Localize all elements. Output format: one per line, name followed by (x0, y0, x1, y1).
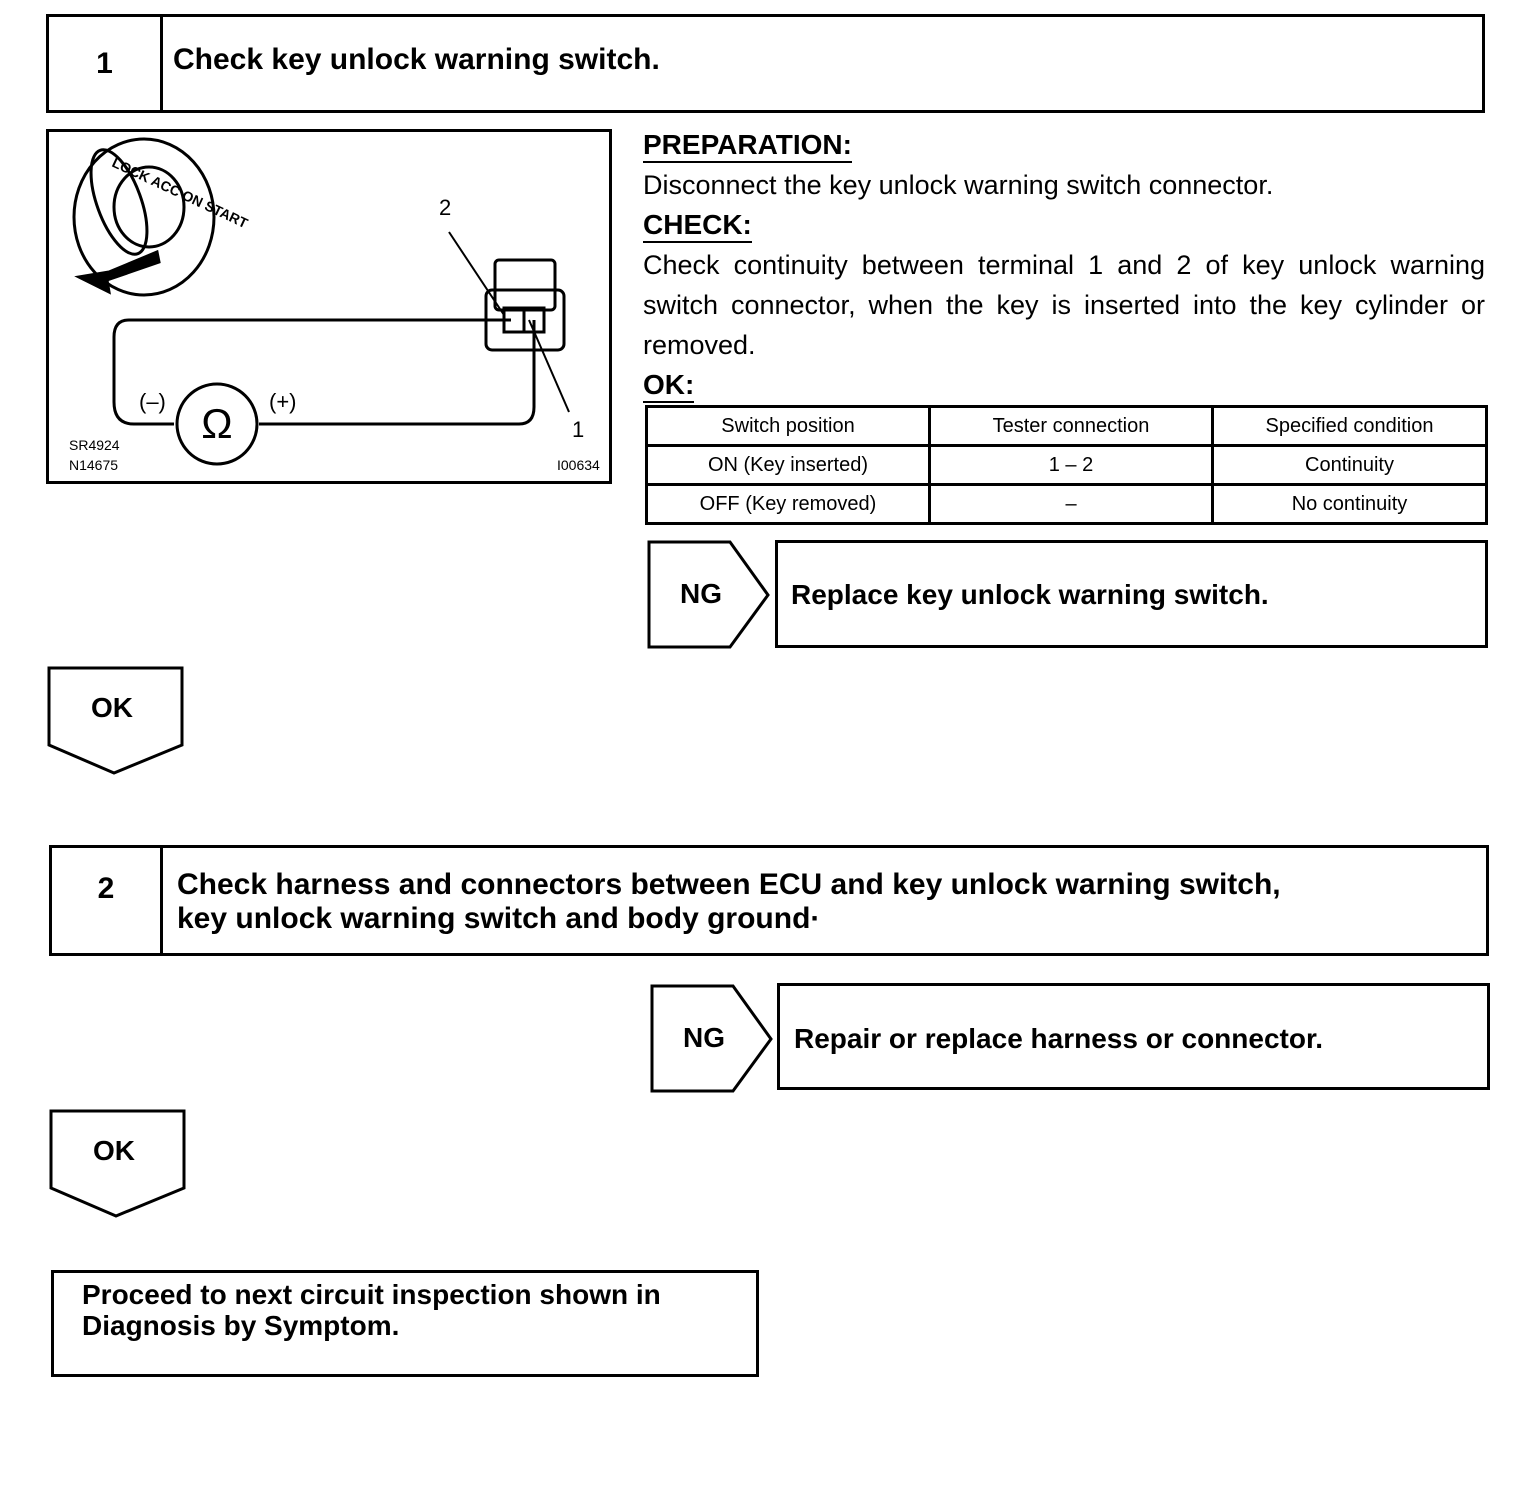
step-title-line-1: Check harness and connectors between ECU and key unlock warning switch, (177, 868, 1281, 901)
final-line-1: Proceed to next circuit inspection shown in (82, 1279, 661, 1310)
ng-action-text: Repair or replace harness or connector. (794, 1023, 1324, 1054)
step2-header (49, 845, 1489, 956)
terminal-1-label: 1 (572, 417, 585, 442)
step-number: 2 (52, 848, 163, 953)
table-header: Switch position (647, 407, 930, 446)
plus-label: (+) (269, 389, 297, 414)
terminal-2-label: 2 (439, 195, 452, 220)
table-cell: Continuity (1213, 446, 1487, 485)
spec-table (645, 405, 1488, 525)
minus-label: (–) (139, 389, 166, 414)
table-cell: OFF (Key removed) (647, 485, 930, 524)
ng-label: NG (680, 578, 722, 609)
diagram-svg (49, 132, 609, 481)
check-heading: CHECK: (643, 209, 752, 243)
figure-code-3: I00634 (557, 457, 600, 473)
check-text: Check continuity between terminal 1 and 2 of key unlock warning switch connector, when the key is inserted into the key cylinder or removed. (643, 250, 1485, 360)
table-cell: No continuity (1213, 485, 1487, 524)
ok-label: OK (93, 1135, 135, 1166)
step1-header (46, 14, 1485, 113)
table-header: Tester connection (930, 407, 1213, 446)
preparation-text: Disconnect the key unlock warning switch connector. (643, 170, 1274, 200)
ng-label: NG (683, 1022, 725, 1053)
step-number: 1 (49, 17, 163, 110)
ohm-symbol: Ω (201, 400, 233, 447)
figure-code-1: SR4924 (69, 437, 120, 453)
step-title: Check key unlock warning switch. (173, 43, 660, 76)
instructions (643, 125, 1493, 405)
figure-code-2: N14675 (69, 457, 119, 473)
ignition-key-icon (74, 139, 214, 295)
ng-action-box (775, 540, 1488, 648)
wiring-diagram (46, 129, 612, 484)
table-cell: ON (Key inserted) (647, 446, 930, 485)
ok-label: OK (91, 692, 133, 723)
table-row (647, 485, 1487, 524)
step-title-line-2: key unlock warning switch and body ground· (177, 902, 821, 935)
final-line-2: Diagnosis by Symptom. (82, 1310, 400, 1341)
table-cell: – (930, 485, 1213, 524)
table-header-row (647, 407, 1487, 446)
table-header: Specified condition (1213, 407, 1487, 446)
final-instruction-box (51, 1270, 759, 1377)
ignition-labels: LOCK ACC ON START (109, 154, 251, 232)
ok-heading: OK: (643, 369, 694, 403)
ng-action-text: Replace key unlock warning switch. (791, 579, 1269, 610)
table-cell: 1 – 2 (930, 446, 1213, 485)
ng-action-box (777, 983, 1490, 1090)
table-row (647, 446, 1487, 485)
preparation-heading: PREPARATION: (643, 129, 852, 163)
